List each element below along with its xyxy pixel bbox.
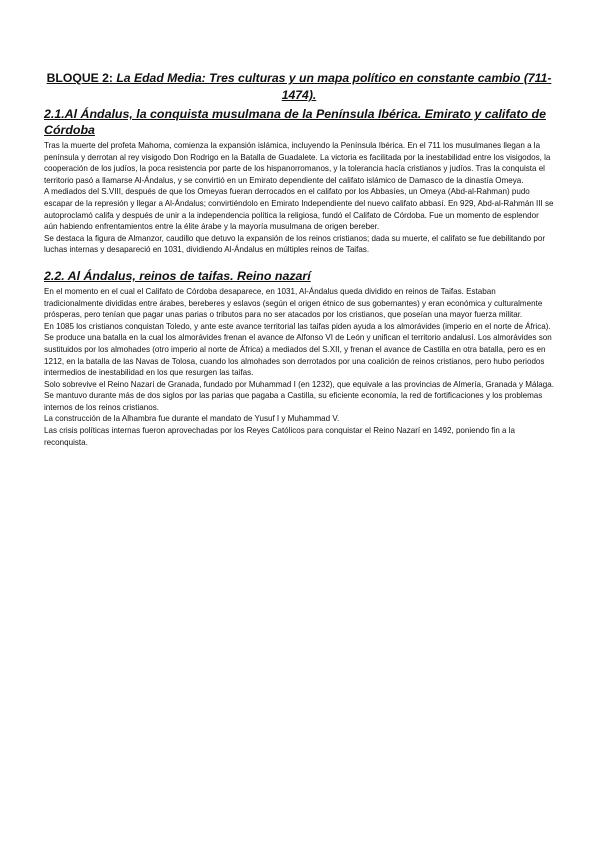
paragraph: Las crisis políticas internas fueron aprovechadas por los Reyes Católicos para conquistar el Reino Nazarí en 1492, poniendo fin a la reconquista. xyxy=(44,426,516,447)
paragraph: En 1085 los cristianos conquistan Toledo, y ante este avance territorial las taifas piden ayuda a los almorávides (imperio en el norte de África). Se produce una batalla en la cual los almorávides frenan el avance de Alfonso VI de León y unifican el territorio andalusí. Los almorávides son sustituidos por los almohades (otro imperio al norte de África) a mediados del S.XII, y frenan el avance de Castilla en otra batalla, pero es en 1212, en la batalla de las Navas de Tolosa, cuando los almohades son derrotados por una coalición de reinos cristianos, pero hubo periodos intermedios de inestabilidad en los que resurgen las taifas. xyxy=(44,321,552,378)
block-label: BLOQUE 2: xyxy=(46,71,113,85)
section-heading: 2.1.Al Ándalus, la conquista musulmana de la Península Ibérica. Emirato y califato de Córdoba xyxy=(44,107,546,137)
section-1 xyxy=(44,106,554,256)
paragraph: Tras la muerte del profeta Mahoma, comienza la expansión islámica, incluyendo la Península Ibérica. En el 711 los musulmanes llegan a la península y derrotan al rey visigodo Don Rodrigo en la Batalla de Guadalete. La victoria es facilitada por la inestabilidad entre los visigodos, la cooperación de los judíos, la poca resistencia por parte de los hispanorromanos, y la tolerancia hacía cristianos y judíos. Tras la conquista el territorio pasó a llamarse Al-Ándalus, y se convirtió en un Emirato dependiente del califato islámico de Damasco de la dinastía Omeya. xyxy=(44,141,551,185)
section-spacer xyxy=(44,256,554,268)
paragraph: Solo sobrevive el Reino Nazarí de Granada, fundado por Muhammad I (en 1232), que equivale a las provincias de Almería, Granada y Málaga. Se mantuvo durante más de dos siglos por las parias que pagaba a Castilla, su eficiente economía, la red de fortificaciones y los problemas internos de los reinos cristianos. xyxy=(44,379,554,412)
section-heading: 2.2. Al Ándalus, reinos de taifas. Reino nazarí xyxy=(44,268,311,283)
block-title-text: La Edad Media: Tres culturas y un mapa político en constante cambio (711-1474). xyxy=(112,71,552,102)
document-page xyxy=(44,70,554,448)
section-2 xyxy=(44,268,554,448)
document-title xyxy=(44,70,554,104)
paragraph: La construcción de la Alhambra fue durante el mandato de Yusuf I y Muhammad V. xyxy=(44,414,340,424)
paragraph: A mediados del S.VIII, después de que los Omeyas fueran derrocados en el califato por los Abbasíes, un Omeya (Abd-al-Rahman) pudo escapar de la represión y llegar a Al-Ándalus; convirtiéndolo en Emirato Independiente del nuevo califato abbasí. En 929, Abd-al-Rahmán III se autoproclamó califa y después de unir a la independencia política la religiosa, fundó el Califato de Córdoba. Fue un momento de esplendor aún habiendo enfrentamientos entre la élite árabe y la mayoría musulmana de origen bereber. xyxy=(44,187,554,232)
paragraph: En el momento en el cual el Califato de Córdoba desaparece, en 1031, Al-Ándalus queda dividido en reinos de Taifas. Estaban tradicionalmente divididas entre árabes, bereberes y eslavos (según el origen étnico de sus gobernantes) y eran económica y culturalmente prósperas, pero tenían que pagar unas parias o tributos para no ser atacados por los cristianos, que poseían una mayor fuerza militar. xyxy=(44,286,543,320)
paragraph: Se destaca la figura de Almanzor, caudillo que detuvo la expansión de los reinos cristianos; dada su muerte, el califato se fue debilitando por luchas internas y desapareció en 1031, dividiendo Al-Ándalus en múltiples reinos de Taifas. xyxy=(44,233,546,255)
